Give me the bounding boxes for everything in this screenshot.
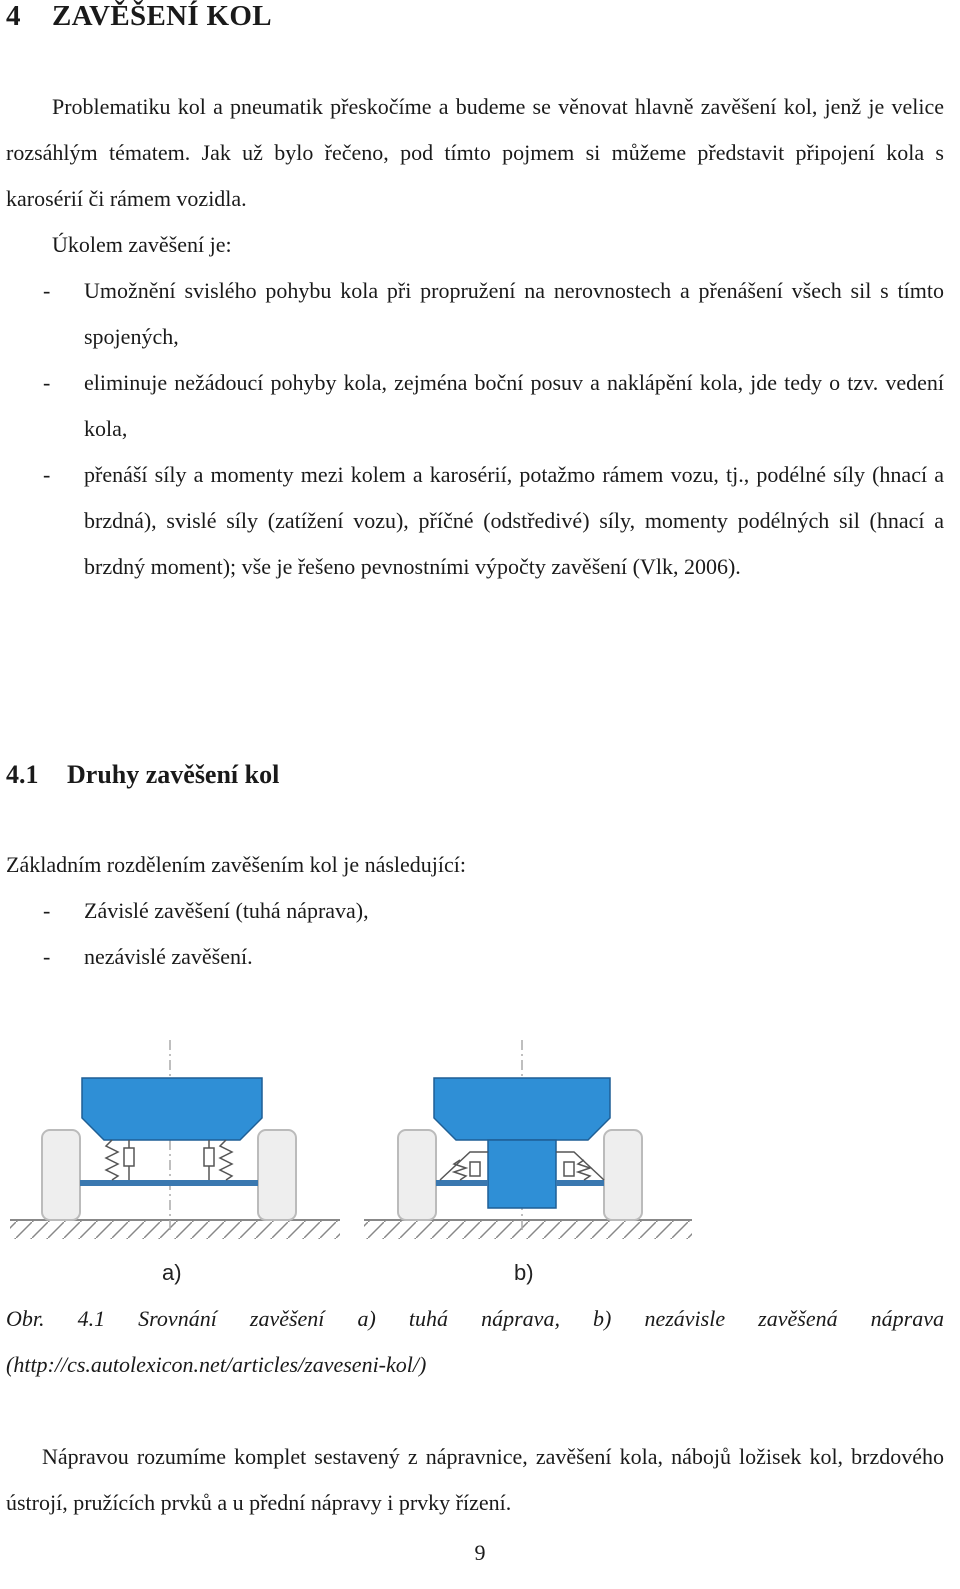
wheel-left xyxy=(42,1130,80,1220)
diagram-b xyxy=(364,1040,692,1285)
list-dash: - xyxy=(43,944,51,969)
list-dash: - xyxy=(43,898,51,923)
section-number: 4.1 xyxy=(6,760,39,789)
list-item: - přenáší síly a momenty mezi kolem a karosérií, potažmo rámem vozu, tj., podélné síly (hnací a brzdná), svislé síly (zatížení vozu), příčné (odstředivé) síly, momenty podélných sil (hnací a brzdný moment); vše je řešeno pevnostními výpočty zavěšení (Vlk, 2006). xyxy=(6,452,944,590)
swing-arm-left xyxy=(436,1180,488,1186)
list-dash: - xyxy=(43,462,51,487)
list-dash: - xyxy=(43,278,51,303)
wheel-right xyxy=(258,1130,296,1220)
list-item: - eliminuje nežádoucí pohyby kola, zejména boční posuv a naklápění kola, jde tedy o tzv. vedení kola, xyxy=(6,360,944,452)
swing-arm-right xyxy=(556,1180,604,1186)
car-body xyxy=(434,1078,610,1140)
car-body xyxy=(82,1078,262,1140)
chapter-heading xyxy=(6,0,272,33)
list-item: - nezávislé zavěšení. xyxy=(6,934,944,980)
chapter-title: ZAVĚŠENÍ KOL xyxy=(52,0,272,32)
types-intro: Základním rozdělením zavěšením kol je následující: xyxy=(6,852,467,877)
figure-caption: Obr. 4.1 Srovnání zavěšení a) tuhá náprava, b) nezávisle zavěšená náprava (http://cs.autolexicon.net/articles/zaveseni-kol/) xyxy=(6,1306,944,1377)
wheel-right xyxy=(604,1130,642,1220)
wheel-left xyxy=(398,1130,436,1220)
figure-label-b: b) xyxy=(514,1260,534,1285)
chapter-number: 4 xyxy=(6,0,21,32)
tasks-intro: Úkolem zavěšení je: xyxy=(52,232,232,257)
closing-paragraph: Nápravou rozumíme komplet sestavený z nápravnice, zavěšení kola, nábojů ložisek kol, brzdového ústrojí, pružících prvků a u přední nápravy i prvky řízení. xyxy=(6,1444,944,1515)
types-list xyxy=(6,888,944,980)
section-heading xyxy=(6,760,279,790)
frame-block xyxy=(488,1140,556,1208)
diagram-a xyxy=(10,1040,340,1285)
list-item: - Závislé zavěšení (tuhá náprava), xyxy=(6,888,944,934)
intro-paragraph: Problematiku kol a pneumatik přeskočíme a budeme se věnovat hlavně zavěšení kol, jenž je velice rozsáhlým tématem. Jak už bylo řečeno, pod tímto pojmem si můžeme představit připojení kola s karosérií či rámem vozidla. xyxy=(6,94,944,211)
section-title: Druhy zavěšení kol xyxy=(67,760,280,789)
list-item: - Umožnění svislého pohybu kola při propružení na nerovnostech a přenášení všech sil s tímto spojených, xyxy=(6,268,944,360)
rigid-axle xyxy=(80,1180,258,1186)
figure-label-a: a) xyxy=(162,1260,182,1285)
tasks-list xyxy=(6,268,944,590)
suspension-figure xyxy=(0,1030,960,1290)
page-number: 9 xyxy=(474,1540,486,1565)
list-dash: - xyxy=(43,370,51,395)
